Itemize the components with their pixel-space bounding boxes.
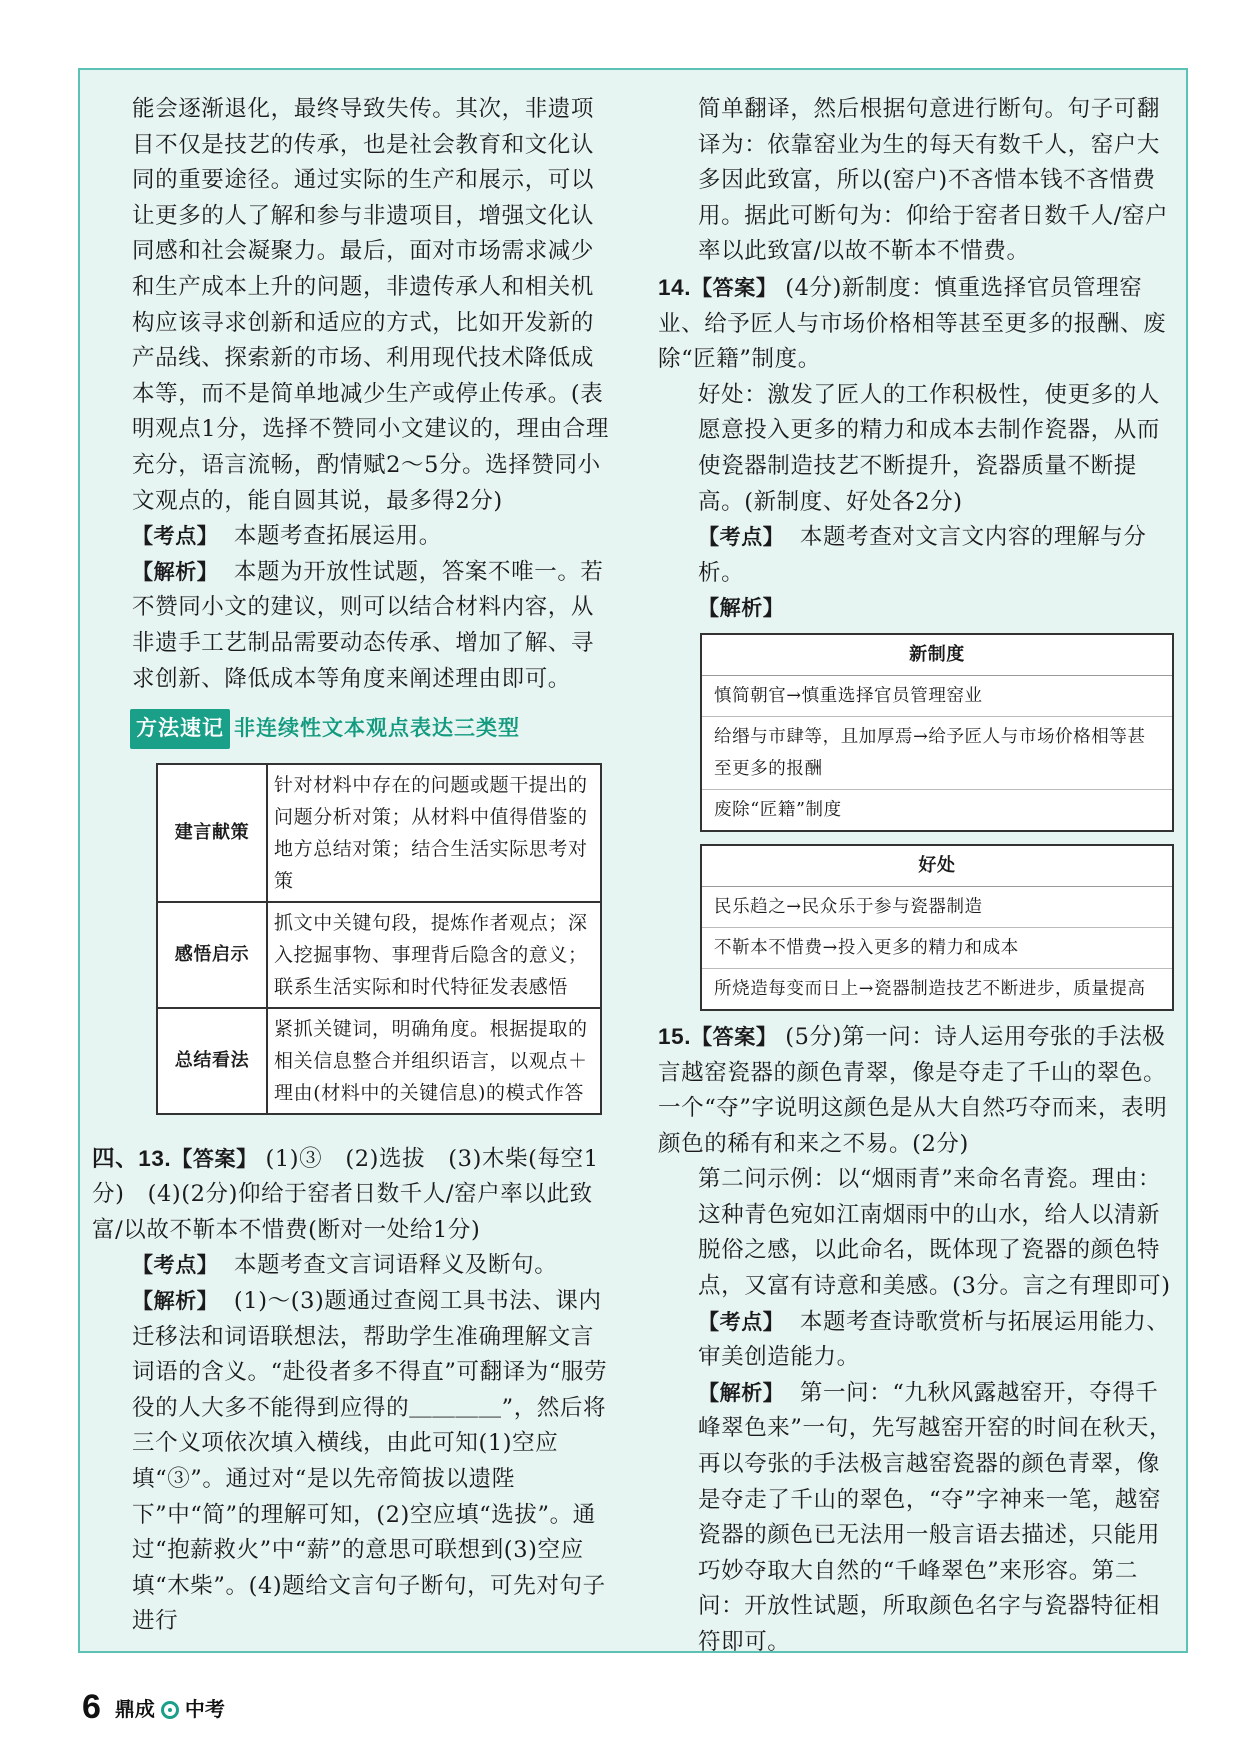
list-item: 所烧造每变而日上→瓷器制造技艺不断进步，质量提高 bbox=[714, 978, 1146, 999]
table-row-text: 抓文中关键句段，提炼作者观点；深入挖掘事物、事理背后隐含的意义；联系生活实际和时代特征发表感悟 bbox=[267, 902, 601, 1008]
q15-answer-label: 【答案】 bbox=[691, 1024, 778, 1049]
q15-jiexi-label: 【解析】 bbox=[698, 1380, 785, 1405]
q15-answer: (5分)第一问：诗人运用夸张的手法极言越窑瓷器的颜色青翠，像是夺走了千山的翠色。一个“夺”字说明这颜色是从大自然巧夺而来，表明颜色的稀有和来之不易。(2分) bbox=[658, 1023, 1168, 1157]
jiexi-block bbox=[132, 555, 610, 697]
q15-answer-block bbox=[658, 1019, 1174, 1162]
q13-kaodian-label: 【考点】 bbox=[132, 1253, 219, 1278]
q13-jiexi-block bbox=[132, 1284, 610, 1640]
brand-logo-icon bbox=[161, 1701, 179, 1719]
benefit-title: 好处 bbox=[702, 846, 1172, 887]
table-row-head: 建言献策 bbox=[157, 764, 267, 902]
table-row-head: 总结看法 bbox=[157, 1008, 267, 1114]
q15-jiexi-text: 第一问：“九秋风露越窑开，夺得千峰翠色来”一句，先写越窑开窑的时间在秋天，再以夸张的手法极言越窑瓷器的颜色青翠，像是夺走了千山的翠色，“夺”字神来一笔，越窑瓷器的颜色已无法用一般言语去描述，只能用巧妙夺取大自然的“千峰翠色”来形容。第二问：开放性试题，所取颜色名字与瓷器特征相符即可。 bbox=[698, 1379, 1173, 1655]
list-item: 废除“匠籍”制度 bbox=[714, 799, 842, 820]
q14-jiexi-label: 【解析】 bbox=[698, 596, 785, 621]
q14-answer-block bbox=[658, 270, 1174, 378]
list-item: 不靳本不惜费→投入更多的精力和成本 bbox=[702, 928, 1172, 969]
page-number: 6 bbox=[82, 1688, 101, 1726]
method-title: 非连续性文本观点表达三类型 bbox=[234, 716, 520, 741]
kaodian-block bbox=[132, 519, 610, 555]
q15-kaodian-block bbox=[698, 1305, 1174, 1376]
list-item: 慎简朝官→慎重选择官员管理窑业 bbox=[702, 676, 1172, 717]
q13-answer: (1)③ (2)选拔 (3)木柴(每空1分) (4)(2分)仰给于窑者日数千人/窑户率以此致富/以故不靳本不惜费(断对一处给1分) bbox=[92, 1145, 599, 1243]
q14-number: 14. bbox=[658, 274, 692, 300]
new-system-title: 新制度 bbox=[702, 635, 1172, 676]
page-footer bbox=[82, 1688, 225, 1727]
table-row-text: 紧抓关键词，明确角度。根据提取的相关信息整合并组织语言，以观点＋理由(材料中的关键信息)的模式作答 bbox=[267, 1008, 601, 1114]
brand-series: 中考 bbox=[184, 1697, 225, 1721]
table-row-text: 针对材料中存在的问题或题干提出的问题分析对策；从材料中值得借鉴的地方总结对策；结合生活实际思考对策 bbox=[267, 764, 601, 902]
method-badge: 方法速记 bbox=[130, 709, 230, 749]
q14-answer: (4分)新制度：慎重选择官员管理窑业、给予匠人与市场价格相等甚至更多的报酬、废除“匠籍”制度。 bbox=[658, 274, 1167, 373]
table-row bbox=[157, 764, 601, 902]
brand-name: 鼎成 bbox=[114, 1697, 155, 1721]
q13-answer-label: 【答案】 bbox=[171, 1146, 258, 1171]
q14-kaodian-label: 【考点】 bbox=[698, 525, 785, 550]
jiexi-text: 本题为开放性试题，答案不唯一。若不赞同小文的建议，则可以结合材料内容，从非遗手工艺制品需要动态传承、增加了解、寻求创新、降低成本等角度来阐述理由即可。 bbox=[132, 558, 604, 692]
spacer bbox=[132, 1115, 610, 1141]
q14-answer-label: 【答案】 bbox=[691, 275, 778, 300]
kaodian-text: 本题考查拓展运用。 bbox=[233, 523, 442, 550]
q13-kaodian-text: 本题考查文言词语释义及断句。 bbox=[233, 1252, 558, 1279]
kaodian-label: 【考点】 bbox=[132, 524, 219, 549]
list-item: 给缗与市肆等，且加厚焉→给予匠人与市场价格相等甚至更多的报酬 bbox=[702, 717, 1172, 790]
list-item: 民乐趋之→民众乐于参与瓷器制造 bbox=[702, 887, 1172, 928]
q13-jiexi-label: 【解析】 bbox=[132, 1289, 219, 1314]
q14-kaodian-text: 本题考查对文言文内容的理解与分析。 bbox=[698, 524, 1147, 586]
q14-kaodian-block bbox=[698, 520, 1174, 591]
q14-benefit: 好处：激发了匠人的工作积极性，使更多的人愿意投入更多的精力和成本去制作瓷器，从而使瓷器制造技艺不断提升，瓷器质量不断提高。(新制度、好处各2分) bbox=[698, 381, 1161, 515]
table-row bbox=[157, 1008, 601, 1114]
method-table bbox=[156, 763, 602, 1115]
left-column bbox=[92, 92, 610, 1640]
table-row-head: 感悟启示 bbox=[157, 902, 267, 1008]
answer-continuation: 能会逐渐退化，最终导致失传。其次，非遗项目不仅是技艺的传承，也是社会教育和文化认同的重要途径。通过实际的生产和展示，可以让更多的人了解和参与非遗项目，增强文化认同感和社会凝聚力。最后，面对市场需求减少和生产成本上升的问题，非遗传承人和相关机构应该寻求创新和适应的方式，比如开发新的产品线、探索新的市场、利用现代技术降低成本等，而不是简单地减少生产或停止传承。(表明观点1分，选择不赞同小文建议的，理由合理充分，语言流畅，酌情赋2～5分。选择赞同小文观点的，能自圆其说，最多得2分) bbox=[132, 96, 609, 514]
q14-jiexi-block bbox=[698, 591, 1174, 627]
new-system-box bbox=[700, 633, 1174, 832]
q13-answer-block bbox=[92, 1141, 610, 1249]
q15-jiexi-block bbox=[698, 1376, 1174, 1661]
top-margin bbox=[0, 0, 1250, 26]
q15-example: 第二问示例：以“烟雨青”来命名青瓷。理由：这种青色宛如江南烟雨中的山水，给人以清新脱俗之感，以此命名，既体现了瓷器的颜色特点，又富有诗意和美感。(3分。言之有理即可) bbox=[698, 1166, 1171, 1300]
q13-jiexi-text: (1)～(3)题通过查阅工具书法、课内迁移法和词语联想法，帮助学生准确理解文言词语的含义。“赴役者多不得直”可翻译为“服劳役的人大多不能得到应得的＿＿＿＿”，然后将三个义项依次填入横线，由此可知(1)空应填“③”。通过对“是以先帝简拔以遗陛下”中“简”的理解可知，(2)空应填“选拔”。通过“抱薪救火”中“薪”的意思可联想到(3)空应填“木柴”。(4)题给文言句子断句，可先对句子进行 bbox=[132, 1288, 608, 1635]
q13-number: 四、13. bbox=[92, 1145, 172, 1171]
method-heading bbox=[130, 709, 610, 749]
q15-kaodian-text: 本题考查诗歌赏析与拓展运用能力、审美创造能力。 bbox=[698, 1308, 1170, 1371]
q13-continuation: 简单翻译，然后根据句意进行断句。句子可翻译为：依靠窑业为生的每天有数千人，窑户大多因此致富，所以(窑户)不吝惜本钱不吝惜费用。据此可断句为：仰给于窑者日数千人/窑户率以此致富/以故不靳本不惜费。 bbox=[698, 96, 1169, 265]
q15-number: 15. bbox=[658, 1023, 692, 1049]
right-column bbox=[658, 92, 1174, 1661]
benefit-box bbox=[700, 844, 1174, 1011]
table-row bbox=[157, 902, 601, 1008]
jiexi-label: 【解析】 bbox=[132, 559, 219, 584]
q13-kaodian-block bbox=[132, 1248, 610, 1284]
q15-kaodian-label: 【考点】 bbox=[698, 1309, 785, 1334]
